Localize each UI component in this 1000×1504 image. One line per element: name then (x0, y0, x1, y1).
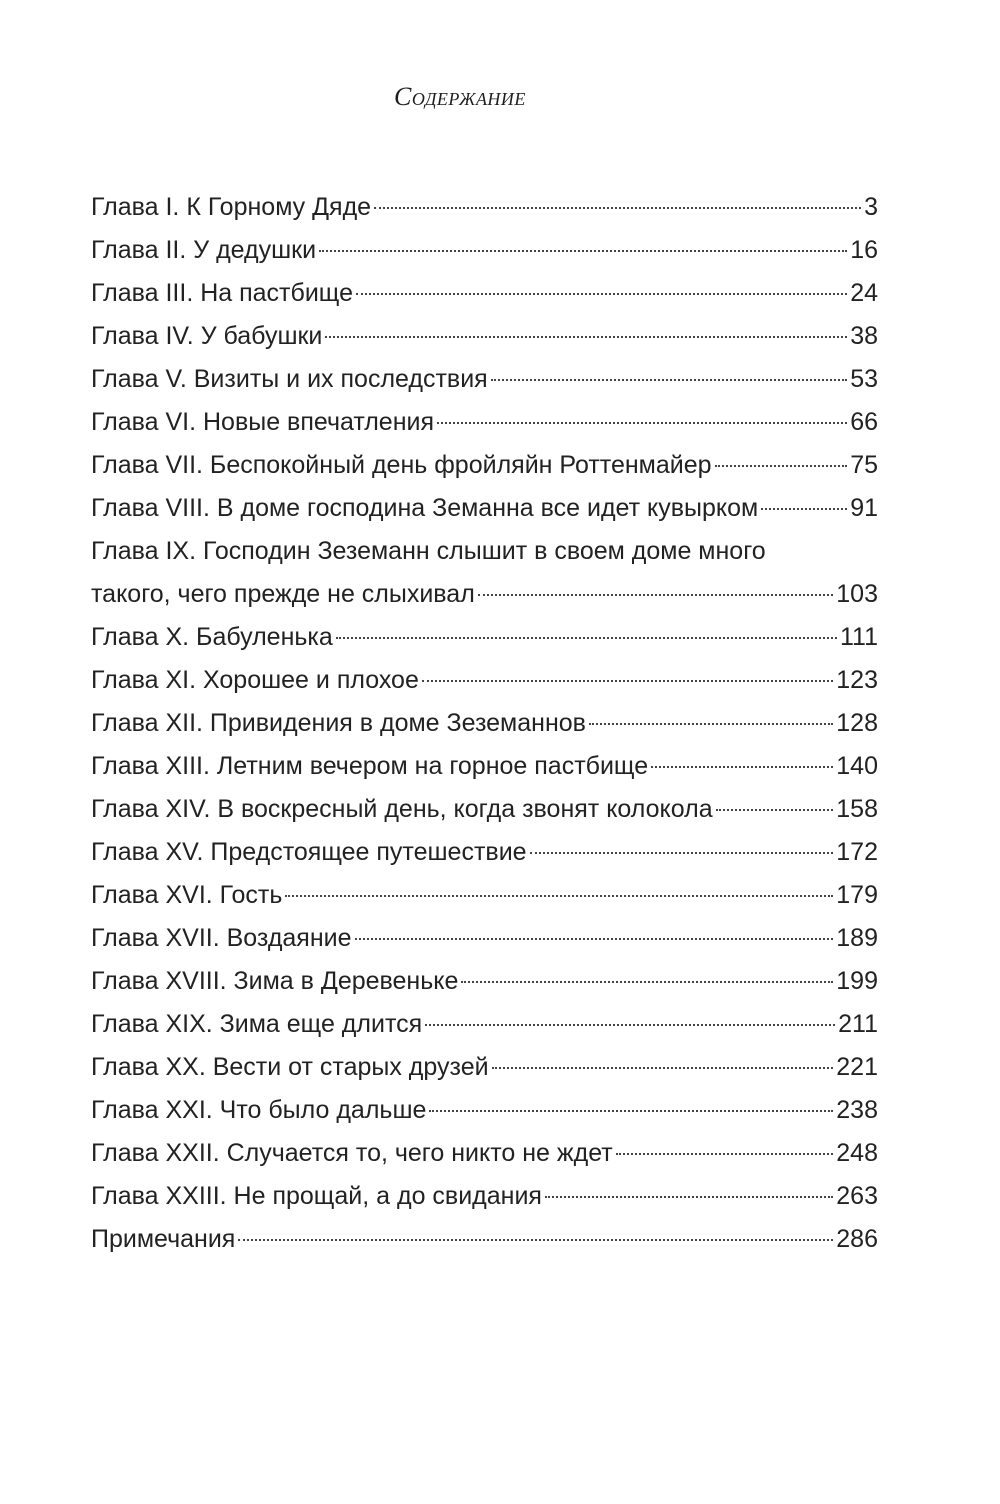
toc-page-number: 238 (836, 1096, 878, 1124)
dot-leader (545, 1196, 833, 1198)
toc-page-number: 199 (836, 967, 878, 995)
dot-leader (422, 680, 833, 682)
toc-page-number: 3 (864, 193, 878, 221)
toc-page-number: 263 (836, 1182, 878, 1210)
toc-entry[interactable] (91, 619, 878, 662)
toc-entry-line2 (91, 576, 878, 619)
dot-leader (285, 895, 833, 897)
toc-entry[interactable] (91, 791, 878, 834)
toc-entry[interactable] (91, 361, 878, 404)
toc-page-number: 38 (850, 322, 878, 350)
toc-entry-label-line1: Глава IX. Господин Зеземанн слышит в своем доме много (91, 537, 766, 565)
toc-entry[interactable] (91, 662, 878, 705)
toc-page-number: 128 (836, 709, 878, 737)
toc-entry[interactable] (91, 447, 878, 490)
toc-page-number: 221 (836, 1053, 878, 1081)
toc-entry-label-line2: такого, чего прежде не слыхивал (91, 580, 475, 608)
toc-entry[interactable] (91, 1221, 878, 1264)
toc-entry-label: Глава XVII. Воздаяние (91, 924, 352, 952)
toc-page-number: 179 (836, 881, 878, 909)
toc-page-number: 248 (836, 1139, 878, 1167)
toc-entry[interactable] (91, 533, 878, 619)
toc-entry-label: Глава XXII. Случается то, чего никто не ждет (91, 1139, 613, 1167)
toc-entry[interactable] (91, 490, 878, 533)
toc-entry-label: Глава XV. Предстоящее путешествие (91, 838, 527, 866)
toc-entry-label: Глава XVI. Гость (91, 881, 283, 909)
toc-page-number: 123 (836, 666, 878, 694)
toc-entry-label: Глава IV. У бабушки (91, 322, 323, 350)
toc-entry-label: Глава XX. Вести от старых друзей (91, 1053, 489, 1081)
toc-entry[interactable] (91, 1049, 878, 1092)
toc-entry-label: Глава III. На пастбище (91, 279, 353, 307)
toc-entry-label: Глава XI. Хорошее и плохое (91, 666, 419, 694)
toc-entry[interactable] (91, 705, 878, 748)
toc-page-number: 111 (839, 623, 878, 651)
dot-leader (715, 465, 848, 467)
toc-entry[interactable] (91, 1178, 878, 1221)
toc-page-number: 91 (850, 494, 878, 522)
table-of-contents (91, 189, 878, 1264)
dot-leader (651, 766, 833, 768)
dot-leader (238, 1239, 833, 1241)
toc-entry-label: Глава XXI. Что было дальше (91, 1096, 427, 1124)
toc-entry-label: Глава XII. Привидения в доме Зеземаннов (91, 709, 586, 737)
dot-leader (429, 1110, 833, 1112)
toc-page-number: 16 (850, 236, 878, 264)
toc-entry-label: Глава V. Визиты и их последствия (91, 365, 488, 393)
dot-leader (356, 293, 847, 295)
page-title: Содержание (394, 82, 526, 111)
toc-entry-label: Глава II. У дедушки (91, 236, 317, 264)
toc-entry-label: Глава VI. Новые впечатления (91, 408, 435, 436)
toc-entry-label: Глава XIV. В воскресный день, когда звонят колокола (91, 795, 713, 823)
toc-entry[interactable] (91, 834, 878, 877)
dot-leader (492, 1067, 834, 1069)
toc-entry[interactable] (91, 232, 878, 275)
dot-leader (319, 250, 847, 252)
toc-page-number: 66 (850, 408, 878, 436)
toc-entry-label: Глава XIII. Летним вечером на горное пастбище (91, 752, 649, 780)
toc-entry-label: Глава XXIII. Не прощай, а до свидания (91, 1182, 542, 1210)
toc-page-number: 158 (836, 795, 878, 823)
toc-page-number: 75 (850, 451, 878, 479)
dot-leader (589, 723, 833, 725)
dot-leader (478, 594, 833, 596)
dot-leader (355, 938, 834, 940)
toc-entry[interactable] (91, 1092, 878, 1135)
dot-leader (374, 207, 861, 209)
toc-entry-label: Глава VII. Беспокойный день фройляйн Роттенмайер (91, 451, 712, 479)
toc-entry-label: Глава VIII. В доме господина Земанна все идет кувырком (91, 494, 759, 522)
dot-leader (425, 1024, 835, 1026)
toc-entry-label: Глава X. Бабуленька (91, 623, 333, 651)
toc-entry[interactable] (91, 1135, 878, 1178)
dot-leader (336, 637, 837, 639)
toc-page-number: 211 (838, 1010, 878, 1038)
toc-page-number: 24 (850, 279, 878, 307)
dot-leader (616, 1153, 834, 1155)
dot-leader (761, 508, 847, 510)
toc-page-number: 140 (836, 752, 878, 780)
toc-entry[interactable] (91, 318, 878, 361)
toc-entry-label: Глава XIX. Зима еще длится (91, 1010, 423, 1038)
toc-entry[interactable] (91, 920, 878, 963)
dot-leader (491, 379, 847, 381)
dot-leader (530, 852, 834, 854)
dot-leader (325, 336, 847, 338)
toc-entry[interactable] (91, 748, 878, 791)
toc-page-number: 189 (836, 924, 878, 952)
toc-entry[interactable] (91, 275, 878, 318)
toc-entry[interactable] (91, 189, 878, 232)
toc-entry[interactable] (91, 404, 878, 447)
dot-leader (461, 981, 833, 983)
toc-entry[interactable] (91, 963, 878, 1006)
toc-entry[interactable] (91, 1006, 878, 1049)
toc-page-number: 103 (836, 580, 878, 608)
toc-page-number: 172 (836, 838, 878, 866)
toc-entry-label: Глава I. К Горному Дяде (91, 193, 372, 221)
toc-page-number: 286 (836, 1225, 878, 1253)
dot-leader (716, 809, 834, 811)
dot-leader (437, 422, 847, 424)
toc-page-number: 53 (850, 365, 878, 393)
toc-entry-label: Глава XVIII. Зима в Деревеньке (91, 967, 459, 995)
toc-entry[interactable] (91, 877, 878, 920)
toc-entry-label: Примечания (91, 1225, 236, 1253)
